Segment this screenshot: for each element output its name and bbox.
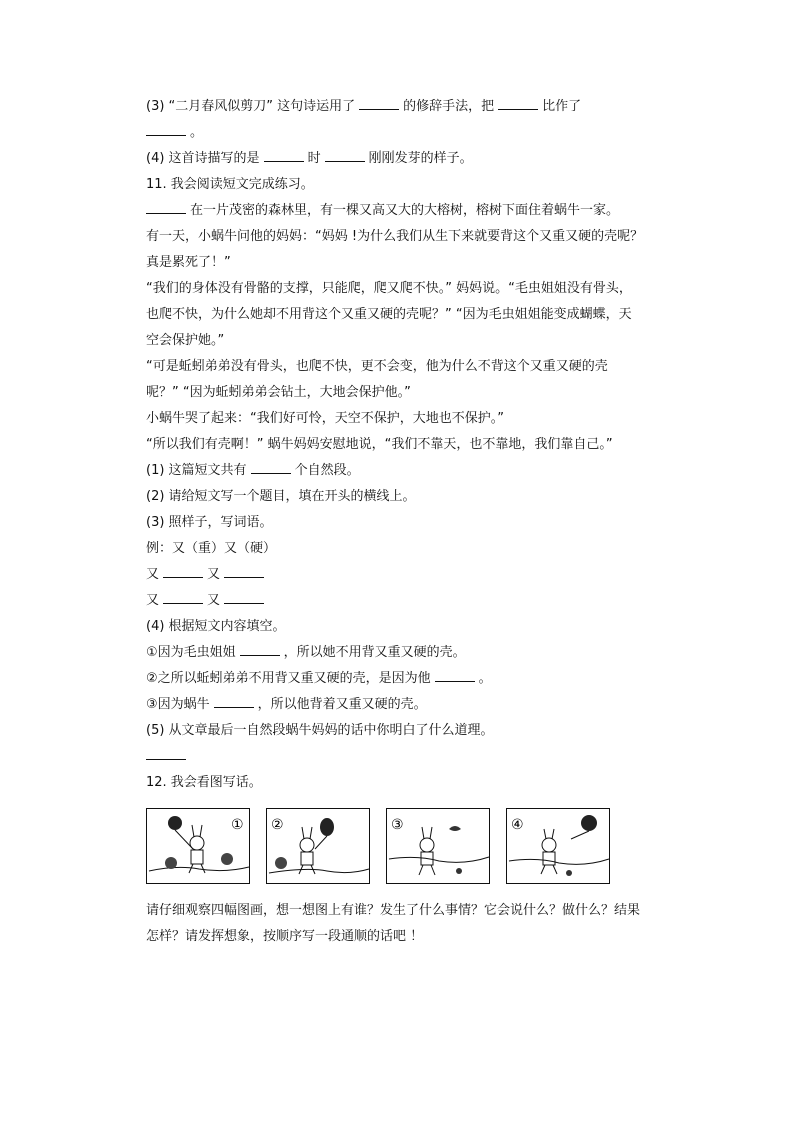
answer-blank[interactable] (264, 147, 304, 162)
q11-sub4: (4) 根据短文内容填空。 (146, 619, 286, 634)
answer-blank[interactable] (146, 745, 186, 760)
picture-number: ③ (391, 817, 404, 833)
q11-para2-line1: 有一天，小蜗牛问他的妈妈：“妈妈 !为什么我们从生下来就要背这个又重又硬的壳呢？ (146, 229, 644, 244)
q10-part4: (4) 这首诗描写的是 时 刚刚发芽的样子。 (146, 146, 686, 172)
answer-blank[interactable] (214, 693, 254, 708)
q11-sub2: (2) 请给短文写一个题目，填在开头的横线上。 (146, 489, 416, 504)
q11-example: 例：又（重）又（硬） (146, 541, 277, 556)
q11-para2-line2: 真是累死了！” (146, 255, 231, 270)
q11-para3-line2: 也爬不快，为什么她却不用背这个又重又硬的壳呢？” “因为毛虫姐姐能变成蝴蝶，天 (146, 307, 632, 322)
picture-number: ① (231, 817, 244, 833)
q11-fill1: ①因为毛虫姐姐 ，所以她不用背又重又硬的壳。 (146, 640, 686, 666)
q11-sub5-answer (146, 744, 686, 770)
q11-para4-line2: 呢？” “因为蚯蚓弟弟会钻土，大地会保护他。” (146, 385, 411, 400)
q11-fill2: ②之所以蚯蚓弟弟不用背又重又硬的壳，是因为他 。 (146, 666, 686, 692)
answer-blank[interactable] (224, 589, 264, 604)
q11-para3-line3: 空会保护她。” (146, 333, 225, 348)
answer-blank[interactable] (251, 459, 291, 474)
q11-sub5: (5) 从文章最后一自然段蜗牛妈妈的话中你明白了什么道理。 (146, 723, 494, 738)
rabbit-balloon-illustration (147, 809, 251, 885)
answer-blank[interactable] (146, 121, 186, 136)
q11-word-row2: 又 又 (146, 588, 686, 614)
picture-number: ② (271, 817, 284, 833)
answer-blank[interactable] (240, 641, 280, 656)
answer-blank[interactable] (359, 95, 399, 110)
q11-para1: 在一片茂密的森林里，有一棵又高又大的大榕树，榕树下面住着蜗牛一家。 (146, 198, 686, 224)
answer-blank[interactable] (498, 95, 538, 110)
q11-title: 11. 我会阅读短文完成练习。 (146, 177, 314, 192)
q11-para5: 小蜗牛哭了起来：“我们好可怜，天空不保护，大地也不保护。” (146, 411, 504, 426)
picture-3 (386, 808, 490, 884)
q11-sub3: (3) 照样子，写词语。 (146, 515, 273, 530)
rabbit-balloon-illustration (267, 809, 371, 885)
picture-2 (266, 808, 370, 884)
picture-strip (146, 808, 686, 884)
q11-para3-line1: “我们的身体没有骨骼的支撑，只能爬，爬又爬不快。” 妈妈说。“毛虫姐姐没有骨头， (146, 281, 632, 296)
q11-fill3: ③因为蜗牛 ，所以他背着又重又硬的壳。 (146, 692, 686, 718)
q10-part3-line1: (3) “二月春风似剪刀” 这句诗运用了 的修辞手法，把 比作了 (146, 94, 686, 120)
q11-word-row1: 又 又 (146, 562, 686, 588)
q10-part3-line2: 。 (146, 120, 686, 146)
answer-blank[interactable] (325, 147, 365, 162)
worksheet-page (146, 94, 686, 950)
answer-blank[interactable] (435, 667, 475, 682)
q12-prompt-line2: 怎样？请发挥想象，按顺序写一段通顺的话吧 ！ (146, 929, 424, 944)
picture-number: ④ (511, 817, 524, 833)
q11-para6: “所以我们有壳啊！” 蜗牛妈妈安慰地说，“我们不靠天，也不靠地，我们靠自己。” (146, 437, 613, 452)
q12-prompt-line1: 请仔细观察四幅图画，想一想图上有谁？发生了什么事情？它会说什么？做什么？结果 (146, 903, 641, 918)
picture-4 (506, 808, 610, 884)
answer-blank[interactable] (224, 563, 264, 578)
title-blank[interactable] (146, 199, 186, 214)
q11-para4-line1: “可是蚯蚓弟弟没有骨头，也爬不快，更不会变，他为什么不背这个又重又硬的壳 (146, 359, 608, 374)
q11-sub1: (1) 这篇短文共有 个自然段。 (146, 458, 686, 484)
answer-blank[interactable] (163, 563, 203, 578)
answer-blank[interactable] (163, 589, 203, 604)
rabbit-crying-illustration (387, 809, 491, 885)
q12-title: 12. 我会看图写话。 (146, 775, 262, 790)
picture-1 (146, 808, 250, 884)
rabbit-balloon-illustration (507, 809, 611, 885)
